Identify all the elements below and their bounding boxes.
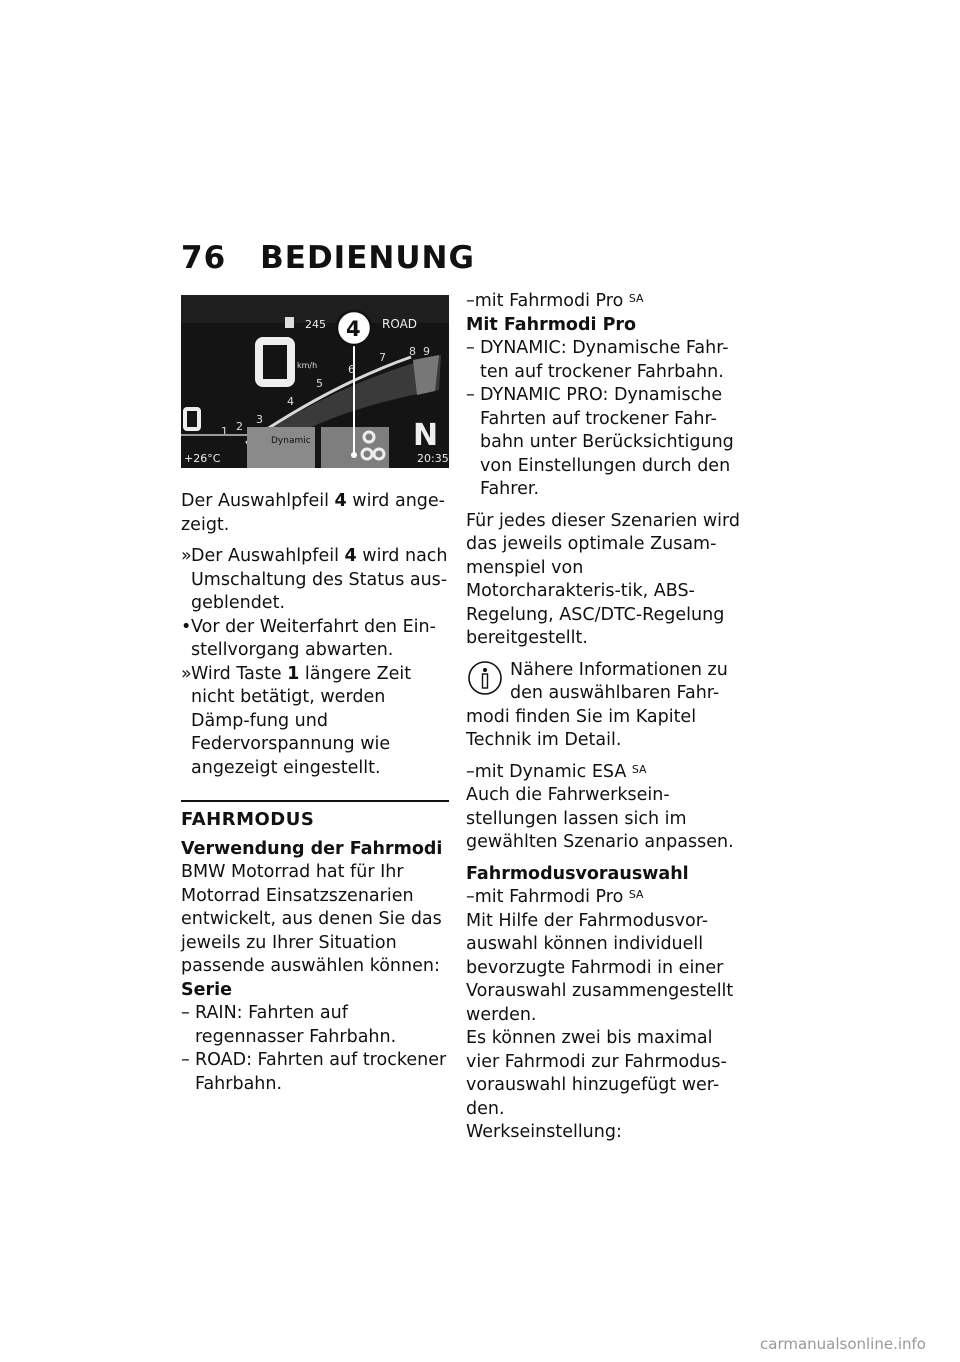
- list-item: – DYNAMIC PRO: Dynamische Fahrten auf trockener Fahr-bahn unter Berücksichtigung von Einstellungen durch den Fahrer.: [466, 385, 734, 499]
- rpm-9: 9: [423, 345, 430, 358]
- rpm-1: 1: [221, 425, 228, 438]
- rpm-5: 5: [316, 377, 323, 390]
- section-divider: [181, 800, 449, 802]
- list-item: » Der Auswahlpfeil 4 wird nach Umschaltung des Status aus-geblendet.: [181, 546, 448, 613]
- rpm-7: 7: [379, 351, 386, 364]
- section-title: FAHRMODUS: [181, 809, 315, 830]
- list-item: – RAIN: Fahrten auf regennasser Fahrbahn.: [181, 1003, 397, 1047]
- mode-label: ROAD: [382, 317, 418, 331]
- page-number: 76: [181, 240, 227, 276]
- preselect-paragraph-2: Es können zwei bis maximal vier Fahrmodi zur Fahrmodus-vorauswahl hinzugefügt wer-den.: [466, 1028, 727, 1119]
- subsection-title: Mit Fahrmodi Pro: [466, 314, 637, 335]
- scenario-paragraph: Für jedes dieser Szenarien wird das jeweils optimale Zusam-menspiel von Motorcharakteris-tik, ABS-Regelung, ASC/DTC-Regelung bereitgestellt.: [466, 510, 741, 648]
- dashboard-svg: [181, 295, 449, 468]
- option-line: –mit Dynamic ESA $^{SA}$: [466, 761, 647, 782]
- fuel-icon: [285, 317, 294, 328]
- fuel-range: 245: [305, 318, 326, 331]
- callout-number: 4: [346, 317, 361, 341]
- gear-indicator: N: [413, 418, 439, 453]
- speed-unit: km/h: [297, 361, 318, 370]
- rpm-3: 3: [256, 413, 263, 426]
- watermark: carmanualsonline.info: [760, 1335, 926, 1353]
- list-item: – ROAD: Fahrten auf trockener Fahrbahn.: [181, 1050, 447, 1094]
- option-line: –mit Fahrmodi Pro $^{SA}$: [466, 887, 644, 907]
- clock-time: 20:35: [417, 452, 449, 465]
- rpm-2: 2: [236, 420, 243, 433]
- dynamic-label: Dynamic: [271, 436, 311, 446]
- subsection-title: Fahrmodusvorauswahl: [466, 863, 689, 884]
- intro-paragraph: BMW Motorrad hat für Ihr Motorrad Einsatzszenarien entwickelt, aus denen Sie das jeweils zu Ihrer Situation passende auswählen können:: [181, 862, 442, 976]
- rpm-4: 4: [287, 395, 294, 408]
- list-item: • Vor der Weiterfahrt den Ein-stellvorgang abwarten.: [181, 616, 436, 660]
- dashboard-display-image: [181, 295, 449, 468]
- preselect-paragraph-1: Mit Hilfe der Fahrmodusvor-auswahl können individuell bevorzugte Fahrmodi in einer Vorauswahl zusammengestellt werden.: [466, 910, 734, 1025]
- temperature: +26°C: [184, 452, 221, 465]
- option-line: –mit Fahrmodi Pro $^{SA}$: [466, 291, 644, 311]
- esa-paragraph: Auch die Fahrwerksein-stellungen lassen sich im gewählten Szenario anpassen.: [466, 785, 734, 852]
- serie-label: Serie: [181, 979, 232, 1000]
- subsection-title: Verwendung der Fahrmodi: [181, 838, 443, 859]
- image-caption: Der Auswahlpfeil 4 wird ange-zeigt.: [181, 491, 445, 535]
- rpm-6: 6: [348, 363, 355, 376]
- right-column: [466, 290, 741, 1145]
- info-note: Nähere Informationen zu den auswählbaren Fahr-modi finden Sie im Kapitel Technik im Detail.: [466, 659, 728, 750]
- list-item: » Wird Taste 1 längere Zeit nicht betätigt, werden Dämp-fung und Federvorspannung wie angezeigt eingestellt.: [181, 663, 412, 778]
- page-title: BEDIENUNG: [260, 240, 475, 276]
- rpm-8: 8: [409, 345, 416, 358]
- list-item: – DYNAMIC: Dynamische Fahr-ten auf trockener Fahrbahn.: [466, 338, 729, 382]
- info-icon: [466, 659, 504, 701]
- preselect-paragraph-3: Werkseinstellung:: [466, 1122, 622, 1142]
- page-header: [181, 240, 475, 276]
- left-column: [181, 490, 449, 1096]
